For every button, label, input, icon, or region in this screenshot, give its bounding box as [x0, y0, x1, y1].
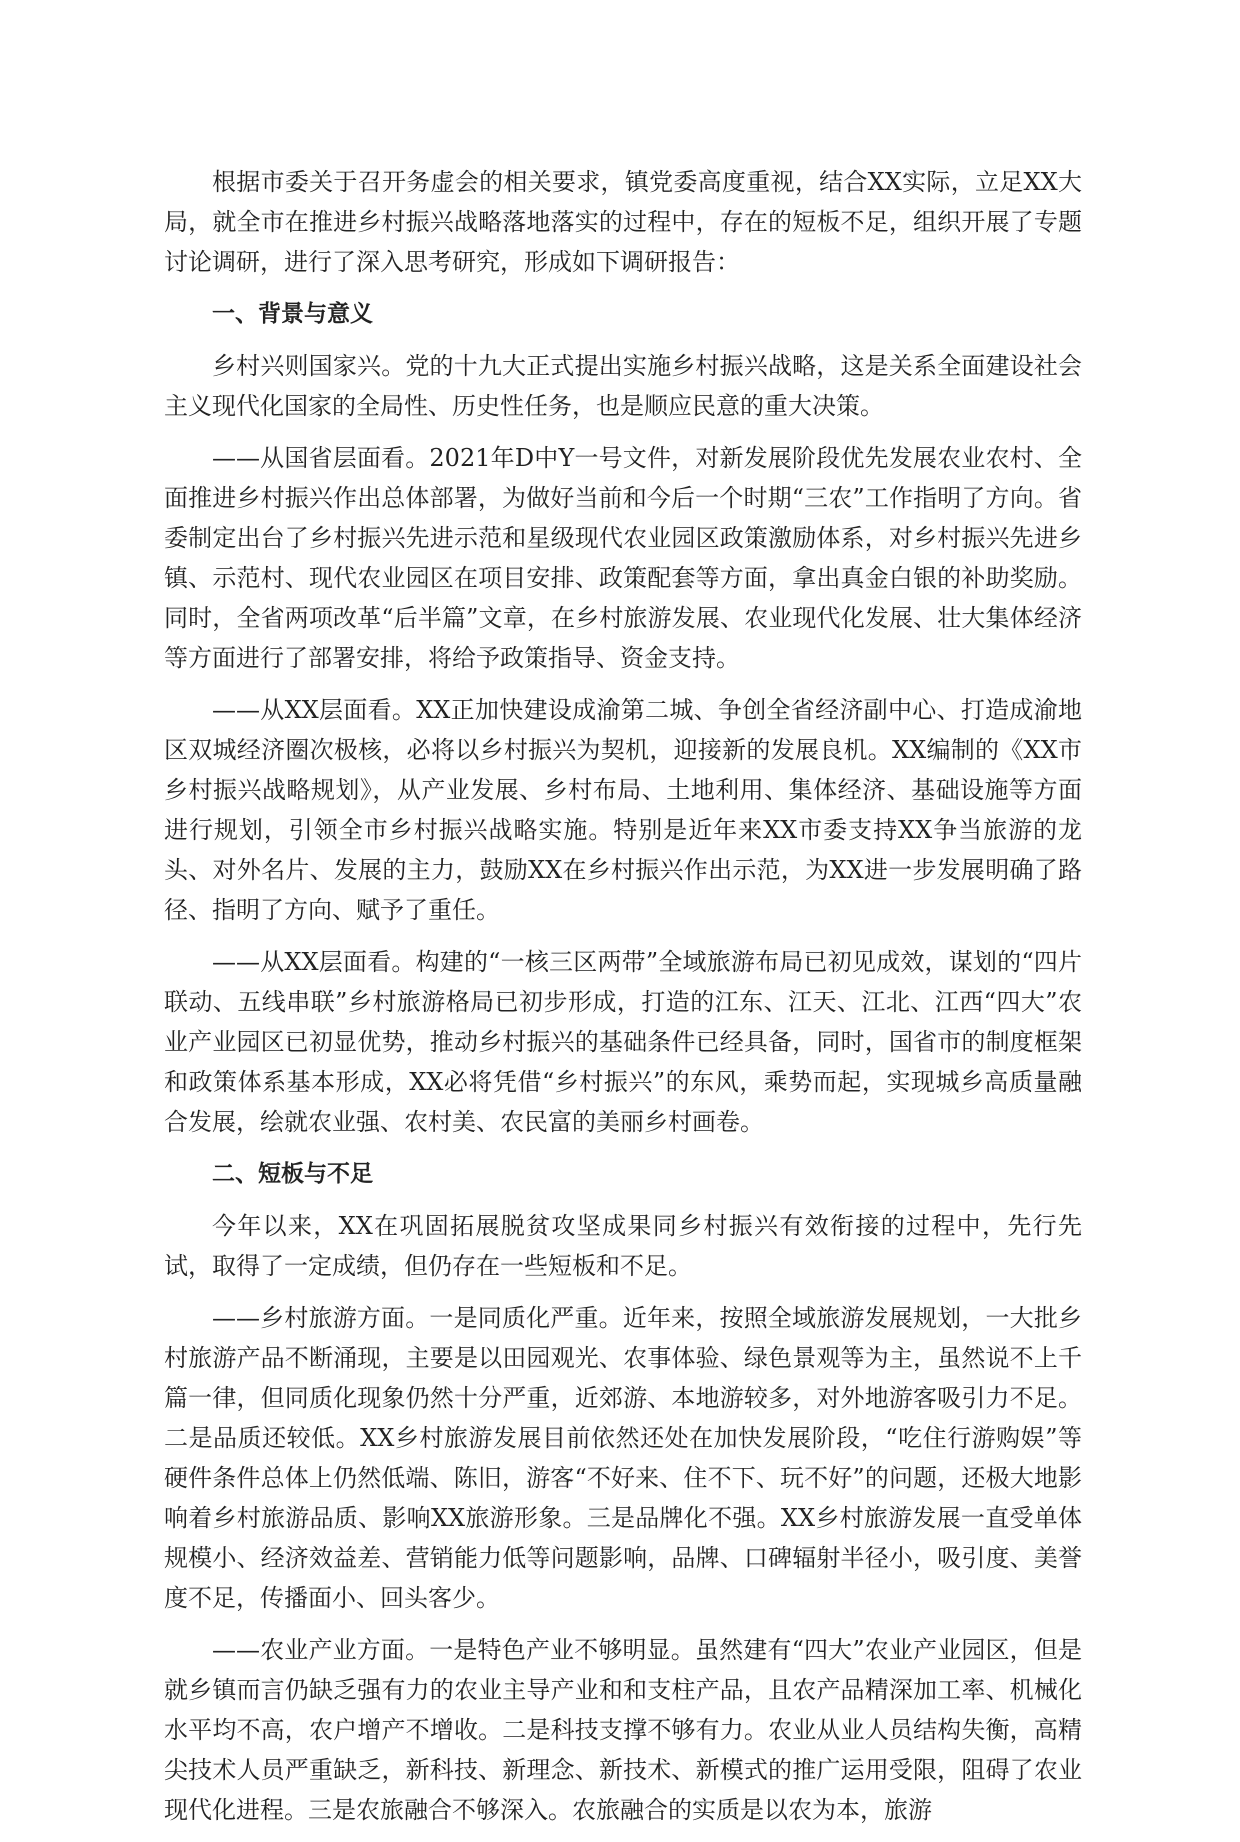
local-level-paragraph: ——从XX层面看。构建的“一核三区两带”全域旅游布局已初见成效，谋划的“四片联动、五线串联”乡村旅游格局已初步形成，打造的江东、江天、江北、江西“四大”农业产业园区已初显优势，推动乡村振兴的基础条件已经具备，同时，国省市的制度框架和政策体系基本形成，XX必将凭借“乡村振兴”的东风，乘势而起，实现城乡高质量融合发展，绘就农业强、农村美、农民富的美丽乡村画卷。 — [164, 948, 1082, 1136]
document-body — [164, 162, 1082, 1842]
background-paragraph: 乡村兴则国家兴。党的十九大正式提出实施乡村振兴战略，这是关系全面建设社会主义现代化国家的全局性、历史性任务，也是顺应民意的重大决策。 — [164, 352, 1082, 420]
city-level-paragraph: ——从XX层面看。XX正加快建设成渝第二城、争创全省经济副中心、打造成渝地区双城经济圈次极核，必将以乡村振兴为契机，迎接新的发展良机。XX编制的《XX市乡村振兴战略规划》，从产业发展、乡村布局、土地利用、集体经济、基础设施等方面进行规划，引领全市乡村振兴战略实施。特别是近年来XX市委支持XX争当旅游的龙头、对外名片、发展的主力，鼓励XX在乡村振兴作出示范，为XX进一步发展明确了路径、指明了方向、赋予了重任。 — [164, 696, 1082, 924]
shortcomings-intro-paragraph: 今年以来，XX在巩固拓展脱贫攻坚成果同乡村振兴有效衔接的过程中，先行先试，取得了一定成绩，但仍存在一些短板和不足。 — [164, 1212, 1082, 1280]
rural-tourism-paragraph: ——乡村旅游方面。一是同质化严重。近年来，按照全域旅游发展规划，一大批乡村旅游产品不断涌现，主要是以田园观光、农事体验、绿色景观等为主，虽然说不上千篇一律，但同质化现象仍然十分严重，近郊游、本地游较多，对外地游客吸引力不足。二是品质还较低。XX乡村旅游发展目前依然还处在加快发展阶段，“吃住行游购娱”等硬件条件总体上仍然低端、陈旧，游客“不好来、住不下、玩不好”的问题，还极大地影响着乡村旅游品质、影响XX旅游形象。三是品牌化不强。XX乡村旅游发展一直受单体规模小、经济效益差、营销能力低等问题影响，品牌、口碑辐射半径小，吸引度、美誉度不足，传播面小、回头客少。 — [164, 1304, 1082, 1612]
national-provincial-paragraph: ——从国省层面看。2021年D中Y一号文件，对新发展阶段优先发展农业农村、全面推进乡村振兴作出总体部署，为做好当前和今后一个时期“三农”工作指明了方向。省委制定出台了乡村振兴先进示范和星级现代农业园区政策激励体系，对乡村振兴先进乡镇、示范村、现代农业园区在项目安排、政策配套等方面，拿出真金白银的补助奖励。同时，全省两项改革“后半篇”文章，在乡村旅游发展、农业现代化发展、壮大集体经济等方面进行了部署安排，将给予政策指导、资金支持。 — [164, 444, 1082, 672]
intro-paragraph: 根据市委关于召开务虚会的相关要求，镇党委高度重视，结合XX实际，立足XX大局，就全市在推进乡村振兴战略落地落实的过程中，存在的短板不足，组织开展了专题讨论调研，进行了深入思考研究，形成如下调研报告： — [164, 168, 1082, 276]
section-heading-shortcomings: 二、短板与不足 — [212, 1161, 373, 1187]
section-heading-background: 一、背景与意义 — [212, 301, 373, 327]
agriculture-industry-paragraph: ——农业产业方面。一是特色产业不够明显。虽然建有“四大”农业产业园区，但是就乡镇而言仍缺乏强有力的农业主导产业和和支柱产品，且农产品精深加工率、机械化水平均不高，农户增产不增收。二是科技支撑不够有力。农业从业人员结构失衡，高精尖技术人员严重缺乏，新科技、新理念、新技术、新模式的推广运用受限，阻碍了农业现代化进程。三是农旅融合不够深入。农旅融合的实质是以农为本，旅游 — [164, 1636, 1082, 1824]
